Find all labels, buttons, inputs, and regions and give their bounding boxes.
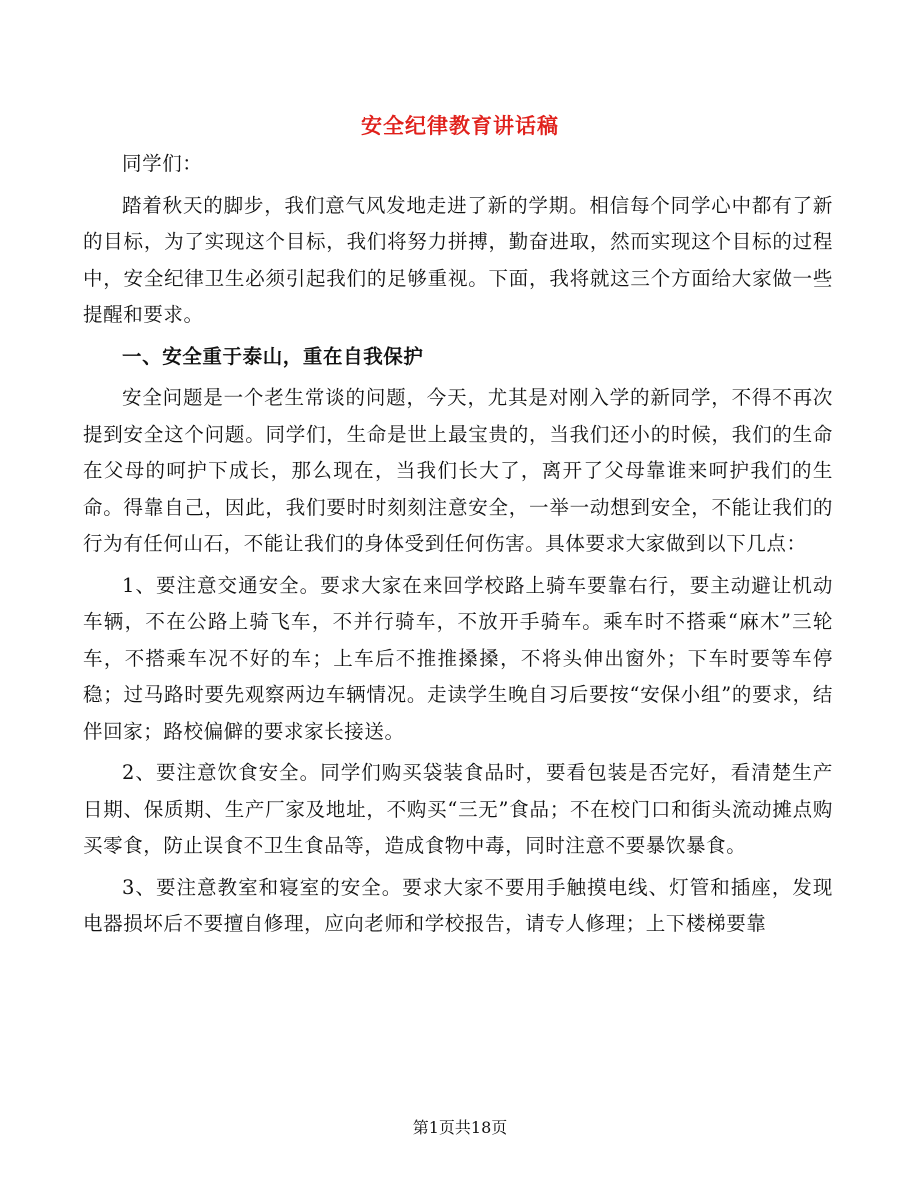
paragraph-traffic-safety: 1、要注意交通安全。要求大家在来回学校路上骑车要靠右行，要主动避让机动车辆，不在公路上骑飞车，不并行骑车，不放开手骑车。乘车时不搭乘“麻木”三轮车，不搭乘车况不好的车；上车后不推推搡搡，不将头伸出窗外；下车时要等车停稳；过马路时要先观察两边车辆情况。走读学生晚自习后要按“安保小组”的要求，结伴回家；路校偏僻的要求家长接送。 — [83, 573, 833, 743]
paragraph-food-safety: 2、要注意饮食安全。同学们购买袋装食品时，要看包装是否完好，看清楚生产日期、保质期、生产厂家及地址，不购买“三无”食品；不在校门口和街头流动摊点购买零食，防止误食不卫生食品等，造成食物中毒，同时注意不要暴饮暴食。 — [83, 761, 833, 857]
paragraph-intro: 踏着秋天的脚步，我们意气风发地走进了新的学期。相信每个同学心中都有了新的目标，为了实现这个目标，我们将努力拼搏，勤奋进取，然而实现这个目标的过程中，安全纪律卫生必须引起我们的足够重视。下面，我将就这三个方面给大家做一些提醒和要求。 — [83, 193, 833, 326]
greeting: 同学们： — [122, 152, 203, 175]
paragraph-classroom-safety: 3、要注意教室和寝室的安全。要求大家不要用手触摸电线、灯管和插座，发现电器损坏后不要擅自修理，应向老师和学校报告，请专人修理；上下楼梯要靠 — [83, 875, 833, 935]
document-body — [83, 146, 833, 943]
section-heading-safety: 一、安全重于泰山，重在自我保护 — [122, 344, 424, 368]
paragraph-safety: 安全问题是一个老生常谈的问题，今天，尤其是对刚入学的新同学，不得不再次提到安全这个问题。同学们，生命是世上最宝贵的，当我们还小的时候，我们的生命在父母的呵护下成长，那么现在，当我们长大了，离开了父母靠谁来呵护我们的生命。得靠自己，因此，我们要时时刻刻注意安全，一举一动想到安全，不能让我们的行为有任何山石，不能让我们的身体受到任何伤害。具体要求大家做到以下几点： — [83, 386, 833, 555]
page-number: 第1页共18页 — [412, 1118, 508, 1137]
document-title: 安全纪律教育讲话稿 — [361, 113, 559, 138]
